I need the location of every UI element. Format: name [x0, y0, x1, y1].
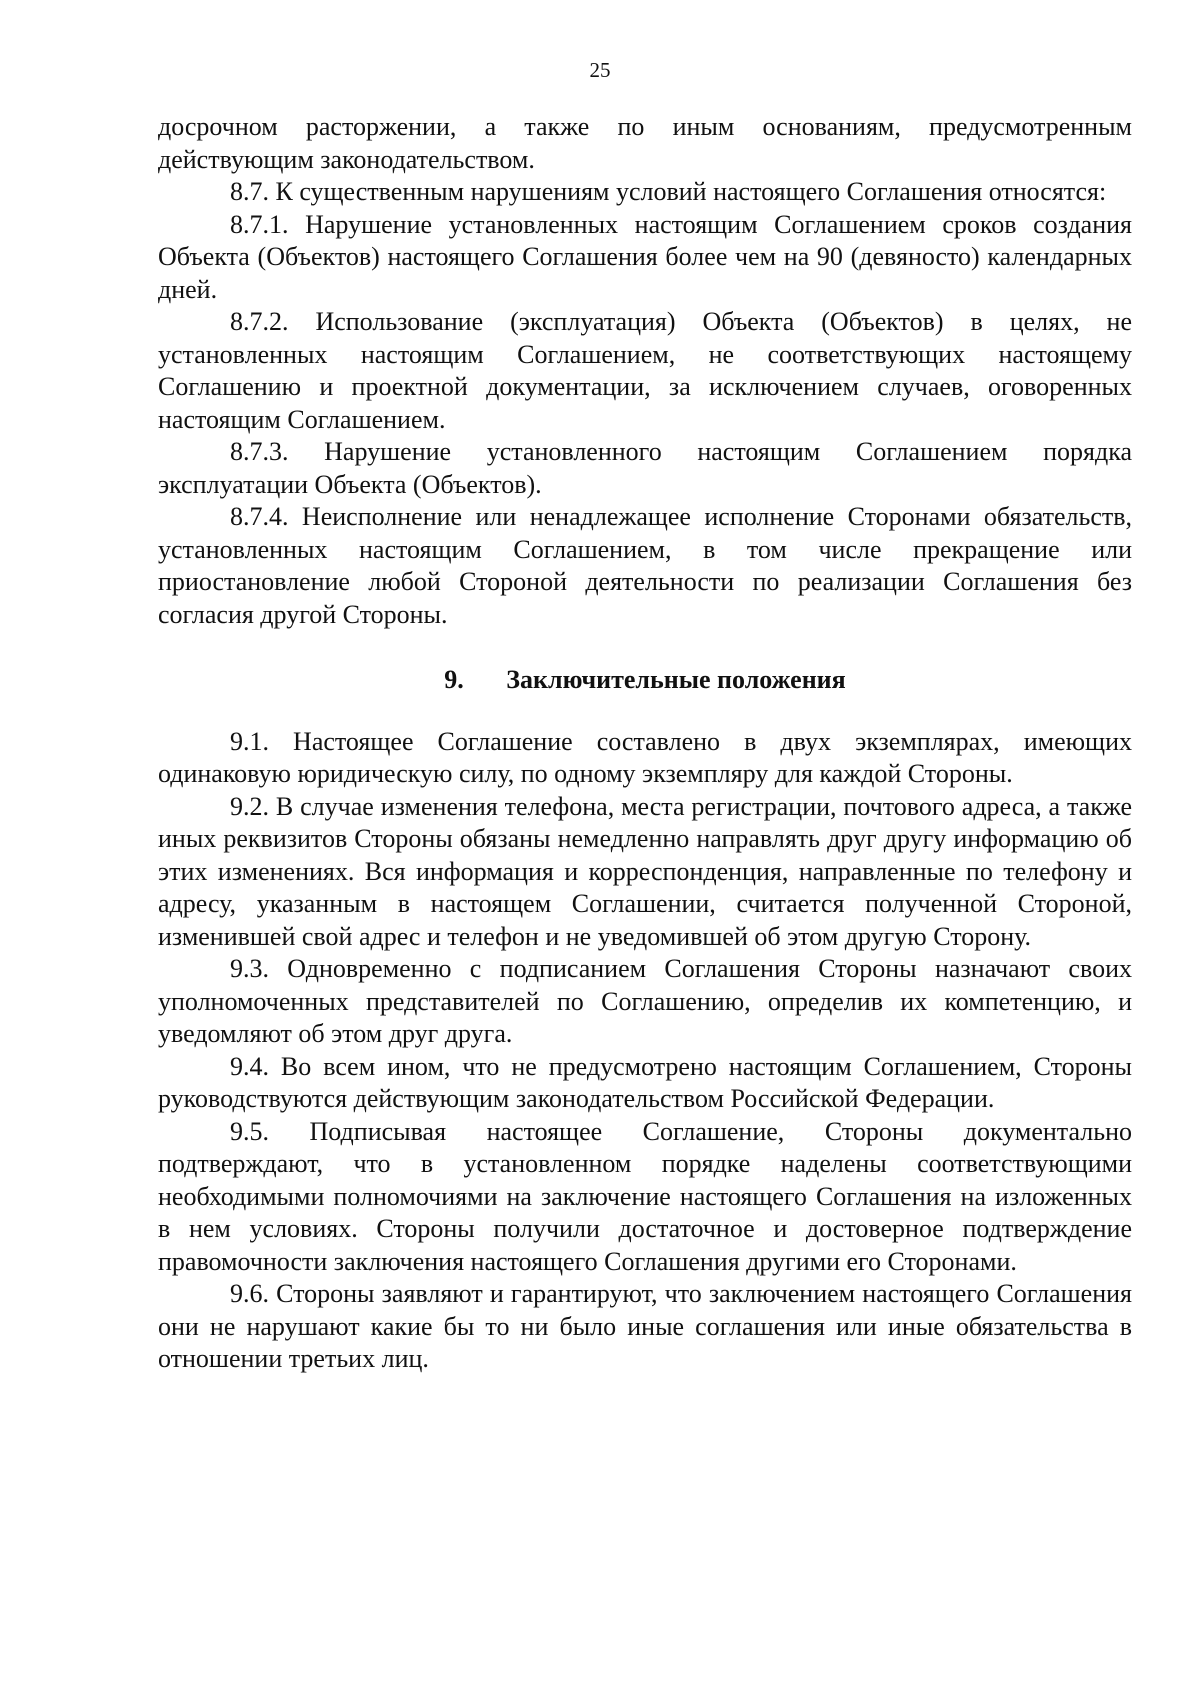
- paragraph-9-6: 9.6. Стороны заявляют и гарантируют, что заключением настоящего Соглашения они не нарушают какие бы то ни было иные соглашения или иные обязательства в отношении третьих лиц.: [158, 1279, 1132, 1373]
- paragraph-9-5: 9.5. Подписывая настоящее Соглашение, Стороны документально подтверждают, что в установленном порядке наделены соответствующими необходимыми полномочиями на заключение настоящего Соглашения на изложенных в нем условиях. Стороны получили достаточное и достоверное подтверждение правомочности заключения настоящего Соглашения другими его Сторонами.: [158, 1116, 1132, 1276]
- paragraph-8-7-1: 8.7.1. Нарушение установленных настоящим Соглашением сроков создания Объекта (Объектов) настоящего Соглашения более чем на 90 (девяносто) календарных дней.: [158, 209, 1132, 304]
- paragraph-9-4: 9.4. Во всем ином, что не предусмотрено настоящим Соглашением, Стороны руководствуются действующим законодательством Российской Федерации.: [158, 1051, 1132, 1113]
- paragraph-8-7-2: 8.7.2. Использование (эксплуатация) Объекта (Объектов) в целях, не установленных настоящим Соглашением, не соответствующих настоящему Соглашению и проектной документации, за исключением случаев, оговоренных настоящим Соглашением.: [158, 307, 1132, 434]
- paragraph-9-1: 9.1. Настоящее Соглашение составлено в двух экземплярах, имеющих одинаковую юридическую силу, по одному экземпляру для каждой Стороны.: [158, 726, 1132, 788]
- page-number: 25: [589, 58, 611, 82]
- paragraphs-section-8: [158, 111, 1132, 631]
- section-title: Заключительные положения: [506, 665, 846, 694]
- section-number: 9.: [444, 665, 464, 694]
- paragraphs-section-9: [158, 726, 1132, 1376]
- paragraph-8-7-4: 8.7.4. Неисполнение или ненадлежащее исполнение Сторонами обязательств, установленных настоящим Соглашением, в том числе прекращение или приостановление любой Стороной деятельности по реализации Соглашения без согласия другой Стороны.: [158, 502, 1132, 629]
- paragraph-9-2: 9.2. В случае изменения телефона, места регистрации, почтового адреса, а также иных реквизитов Стороны обязаны немедленно направлять друг другу информацию об этих изменениях. Вся информация и корреспонденция, направленные по телефону и адресу, указанным в настоящем Соглашении, считается полученной Стороной, изменившей свой адрес и телефон и не уведомившей об этом другую Сторону.: [158, 791, 1132, 951]
- paragraph-8-7: 8.7. К существенным нарушениям условий настоящего Соглашения относятся:: [230, 177, 1107, 206]
- paragraph-8-7-3: 8.7.3. Нарушение установленного настоящим Соглашением порядка эксплуатации Объекта (Объектов).: [158, 437, 1132, 499]
- paragraph-9-3: 9.3. Одновременно с подписанием Соглашения Стороны назначают своих уполномоченных представителей по Соглашению, определив их компетенцию, и уведомляют об этом друг друга.: [158, 954, 1132, 1048]
- document-body: [158, 111, 1132, 1376]
- section-heading: [158, 664, 1132, 697]
- paragraph-8-6-continued: досрочном расторжении, а также по иным основаниям, предусмотренным действующим законодательством.: [158, 112, 1132, 174]
